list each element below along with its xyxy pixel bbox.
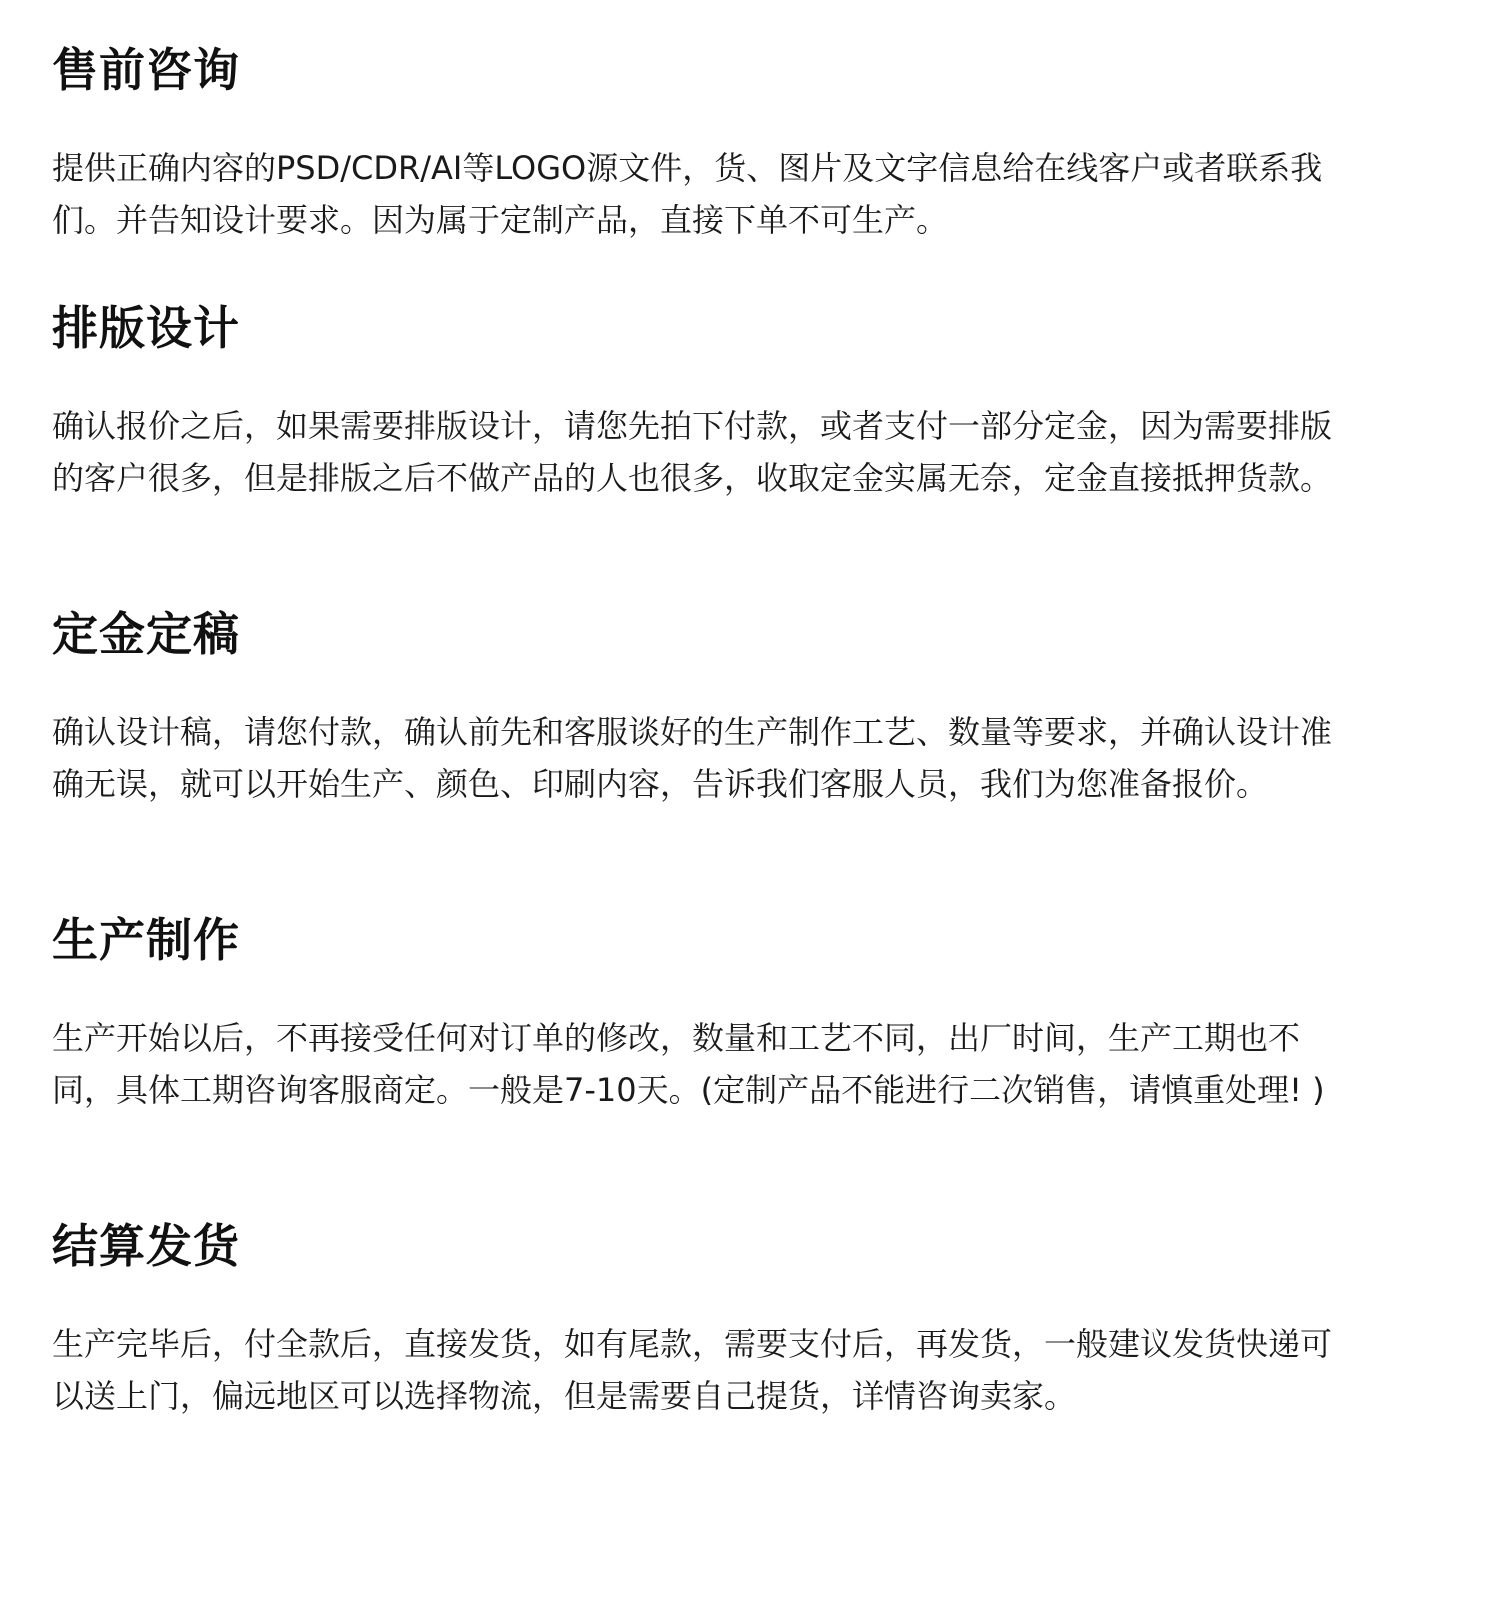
section-deposit-finalize [52,604,1382,810]
section-title: 生产制作 [52,913,240,967]
section-body: 确认设计稿，请您付款，确认前先和客服谈好的生产制作工艺、数量等要求，并确认设计准确无误，就可以开始生产、颜色、印刷内容，告诉我们客服人员，我们为您准备报价。 [52,713,1333,803]
section-title: 定金定稿 [52,607,240,661]
section-body: 提供正确内容的PSD/CDR/AI等LOGO源文件，货、图片及文字信息给在线客户或者联系我们。并告知设计要求。因为属于定制产品，直接下单不可生产。 [52,149,1323,239]
section-title: 售前咨询 [52,43,240,97]
section-settlement-shipping [52,1216,1382,1422]
section-body: 确认报价之后，如果需要排版设计，请您先拍下付款，或者支付一部分定金，因为需要排版的客户很多，但是排版之后不做产品的人也很多，收取定金实属无奈，定金直接抵押货款。 [52,407,1333,497]
section-production [52,910,1382,1116]
section-title: 结算发货 [52,1219,240,1273]
section-layout-design [52,298,1382,504]
section-body: 生产完毕后，付全款后，直接发货，如有尾款，需要支付后，再发货，一般建议发货快递可以送上门，偏远地区可以选择物流，但是需要自己提货，详情咨询卖家。 [52,1325,1333,1415]
section-body: 生产开始以后，不再接受任何对订单的修改，数量和工艺不同，出厂时间，生产工期也不同，具体工期咨询客服商定。一般是7-10天。(定制产品不能进行二次销售，请慎重处理! ) [52,1019,1325,1109]
section-presale-consultation [52,40,1382,246]
section-title: 排版设计 [52,301,240,355]
